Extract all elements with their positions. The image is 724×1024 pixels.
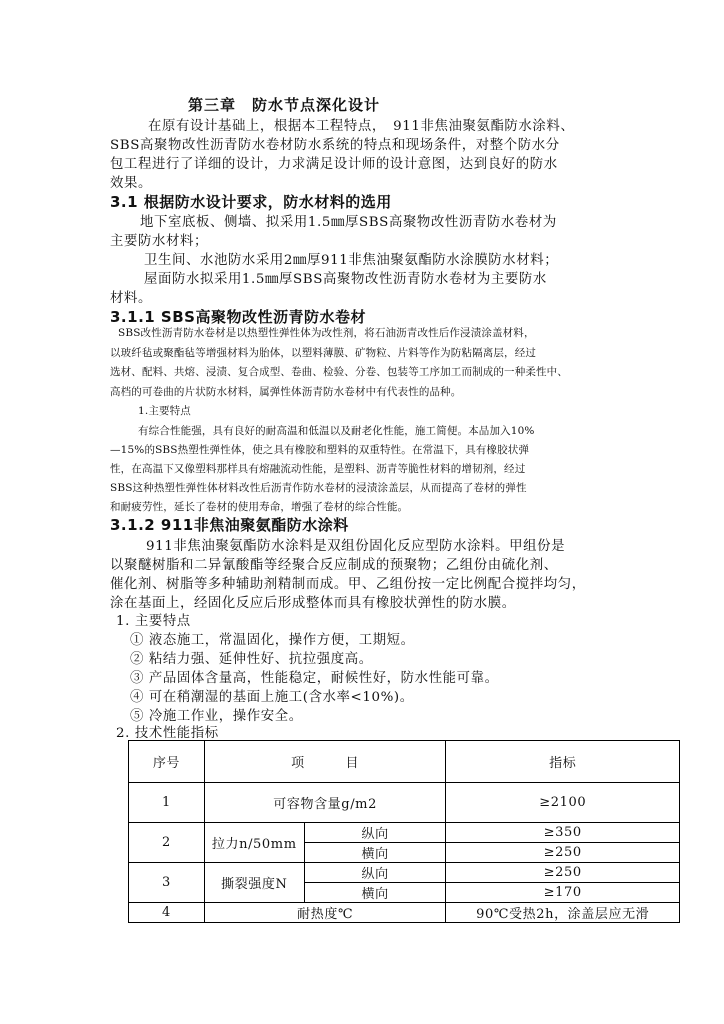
table-header-row [129,741,680,783]
cell-sub: 纵向 [304,823,446,843]
pu-desc-line-3: 催化剂、树脂等多种辅助剂精制而成。甲、乙组份按一定比例配合搅拌均匀， [110,577,586,592]
cell-sub: 横向 [304,843,446,863]
tech-spec-table [128,740,680,923]
pu-feature-title: 1. 主要特点 [116,614,191,629]
sbs-feature-line-3: 性，在高温下又像塑料那样具有熔融流动性能，是塑料、沥青等脆性材料的增韧剂，经过 [110,463,526,475]
cell-value: ≥350 [446,823,680,843]
cell-value: ≥2100 [446,783,680,823]
intro-line-1: 在原有设计基础上，根据本工程特点， 911非焦油聚氨酯防水涂料、 [148,119,575,134]
section-3-1-p2-line1: 卫生间、水池防水采用2㎜厚911非焦油聚氨酯防水涂膜防水材料； [144,253,559,268]
table-row [129,903,680,923]
sbs-desc-line-3: 选材、配料、共熔、浸渍、复合成型、卷曲、检验、分卷、包装等工序加工而制成的一种柔性中、 [110,366,568,378]
pu-feature-item: ① 液态施工，常温固化，操作方便，工期短。 [130,633,415,648]
sbs-desc-line-4: 高档的可卷曲的片状防水材料，属弹性体沥青防水卷材中有代表性的品种。 [110,386,462,398]
cell-value: ≥250 [446,863,680,883]
sbs-feature-title: 1.主要特点 [138,405,191,417]
chapter-title: 第三章 防水节点深化设计 [188,96,381,114]
section-3-1-heading: 3.1 根据防水设计要求，防水材料的选用 [110,193,392,211]
cell-item: 拉力n/50mm [204,823,304,863]
cell-no: 4 [129,903,205,923]
table-row [129,823,680,843]
cell-no: 3 [129,863,205,903]
cell-value: 90℃受热2h，涂盖层应无滑 [446,903,680,923]
cell-value: ≥250 [446,843,680,863]
pu-desc-line-2: 以聚醚树脂和二异氰酸酯等经聚合反应制成的预聚物；乙组份由硫化剂、 [110,558,558,573]
sbs-desc-line-1: SBS改性沥青防水卷材是以热塑性弹性体为改性剂，将石油沥青改性后作浸渍涂盖材料， [118,327,535,339]
pu-tech-title: 2. 技术性能指标 [116,726,219,741]
cell-sub: 横向 [304,883,446,903]
sbs-desc-line-2: 以玻纤毡或聚酯毡等增强材料为胎体，以塑料薄膜、矿物粒、片料等作为防粘隔离层，经过 [110,347,536,359]
pu-desc-line-4: 涂在基面上，经固化反应后形成整体而具有橡胶状弹性的防水膜。 [110,596,516,611]
pu-feature-item: ⑤ 冷施工作业，操作安全。 [130,709,303,724]
header-item: 项 目 [204,741,446,783]
table-row [129,863,680,883]
intro-line-4: 效果。 [110,176,152,191]
cell-sub: 纵向 [304,863,446,883]
sbs-feature-line-4: SBS这种热塑性弹性体材料改性后沥青作防水卷材的浸渍涂盖层，从而提高了卷材的弹性 [110,482,527,494]
pu-feature-item: ② 粘结力强、延伸性好、抗拉强度高。 [130,652,373,667]
intro-line-2: SBS高聚物改性沥青防水卷材防水系统的特点和现场条件，对整个防水分 [110,138,560,153]
section-3-1-p3-line1: 屋面防水拟采用1.5㎜厚SBS高聚物改性沥青防水卷材为主要防水 [144,272,547,287]
sbs-feature-line-1: 有综合性能强，具有良好的耐高温和低温以及耐老化性能，施工简便。本品加入10% [138,425,535,437]
section-3-1-1-heading: 3.1.1 SBS高聚物改性沥青防水卷材 [110,308,366,326]
header-no: 序号 [129,741,205,783]
table-row [129,783,680,823]
cell-item: 耐热度℃ [204,903,446,923]
section-3-1-2-heading: 3.1.2 911非焦油聚氨酯防水涂料 [110,516,349,534]
pu-desc-line-1: 911非焦油聚氨酯防水涂料是双组份固化反应型防水涂料。甲组份是 [146,539,566,554]
section-3-1-p3-line2: 材料。 [110,291,152,306]
cell-no: 1 [129,783,205,823]
intro-line-3: 包工程进行了详细的设计，力求满足设计师的设计意图，达到良好的防水 [110,157,558,172]
sbs-feature-line-5: 和耐疲劳性，延长了卷材的使用寿命，增强了卷材的综合性能。 [110,501,409,513]
pu-feature-item: ④ 可在稍潮湿的基面上施工(含水率<10%)。 [130,690,414,705]
section-3-1-p1-line1: 地下室底板、侧墙、拟采用1.5㎜厚SBS高聚物改性沥青防水卷材为 [140,215,557,230]
sbs-feature-line-2: —15%的SBS热塑性弹性体，使之具有橡胶和塑料的双重特性。在常温下，具有橡胶状弹 [110,444,530,456]
cell-item: 撕裂强度N [204,863,304,903]
cell-no: 2 [129,823,205,863]
cell-value: ≥170 [446,883,680,903]
section-3-1-p1-line2: 主要防水材料； [110,234,208,249]
pu-feature-item: ③ 产品固体含量高，性能稳定，耐候性好，防水性能可靠。 [130,671,499,686]
cell-item: 可容物含量g/m2 [204,783,446,823]
header-index: 指标 [446,741,680,783]
